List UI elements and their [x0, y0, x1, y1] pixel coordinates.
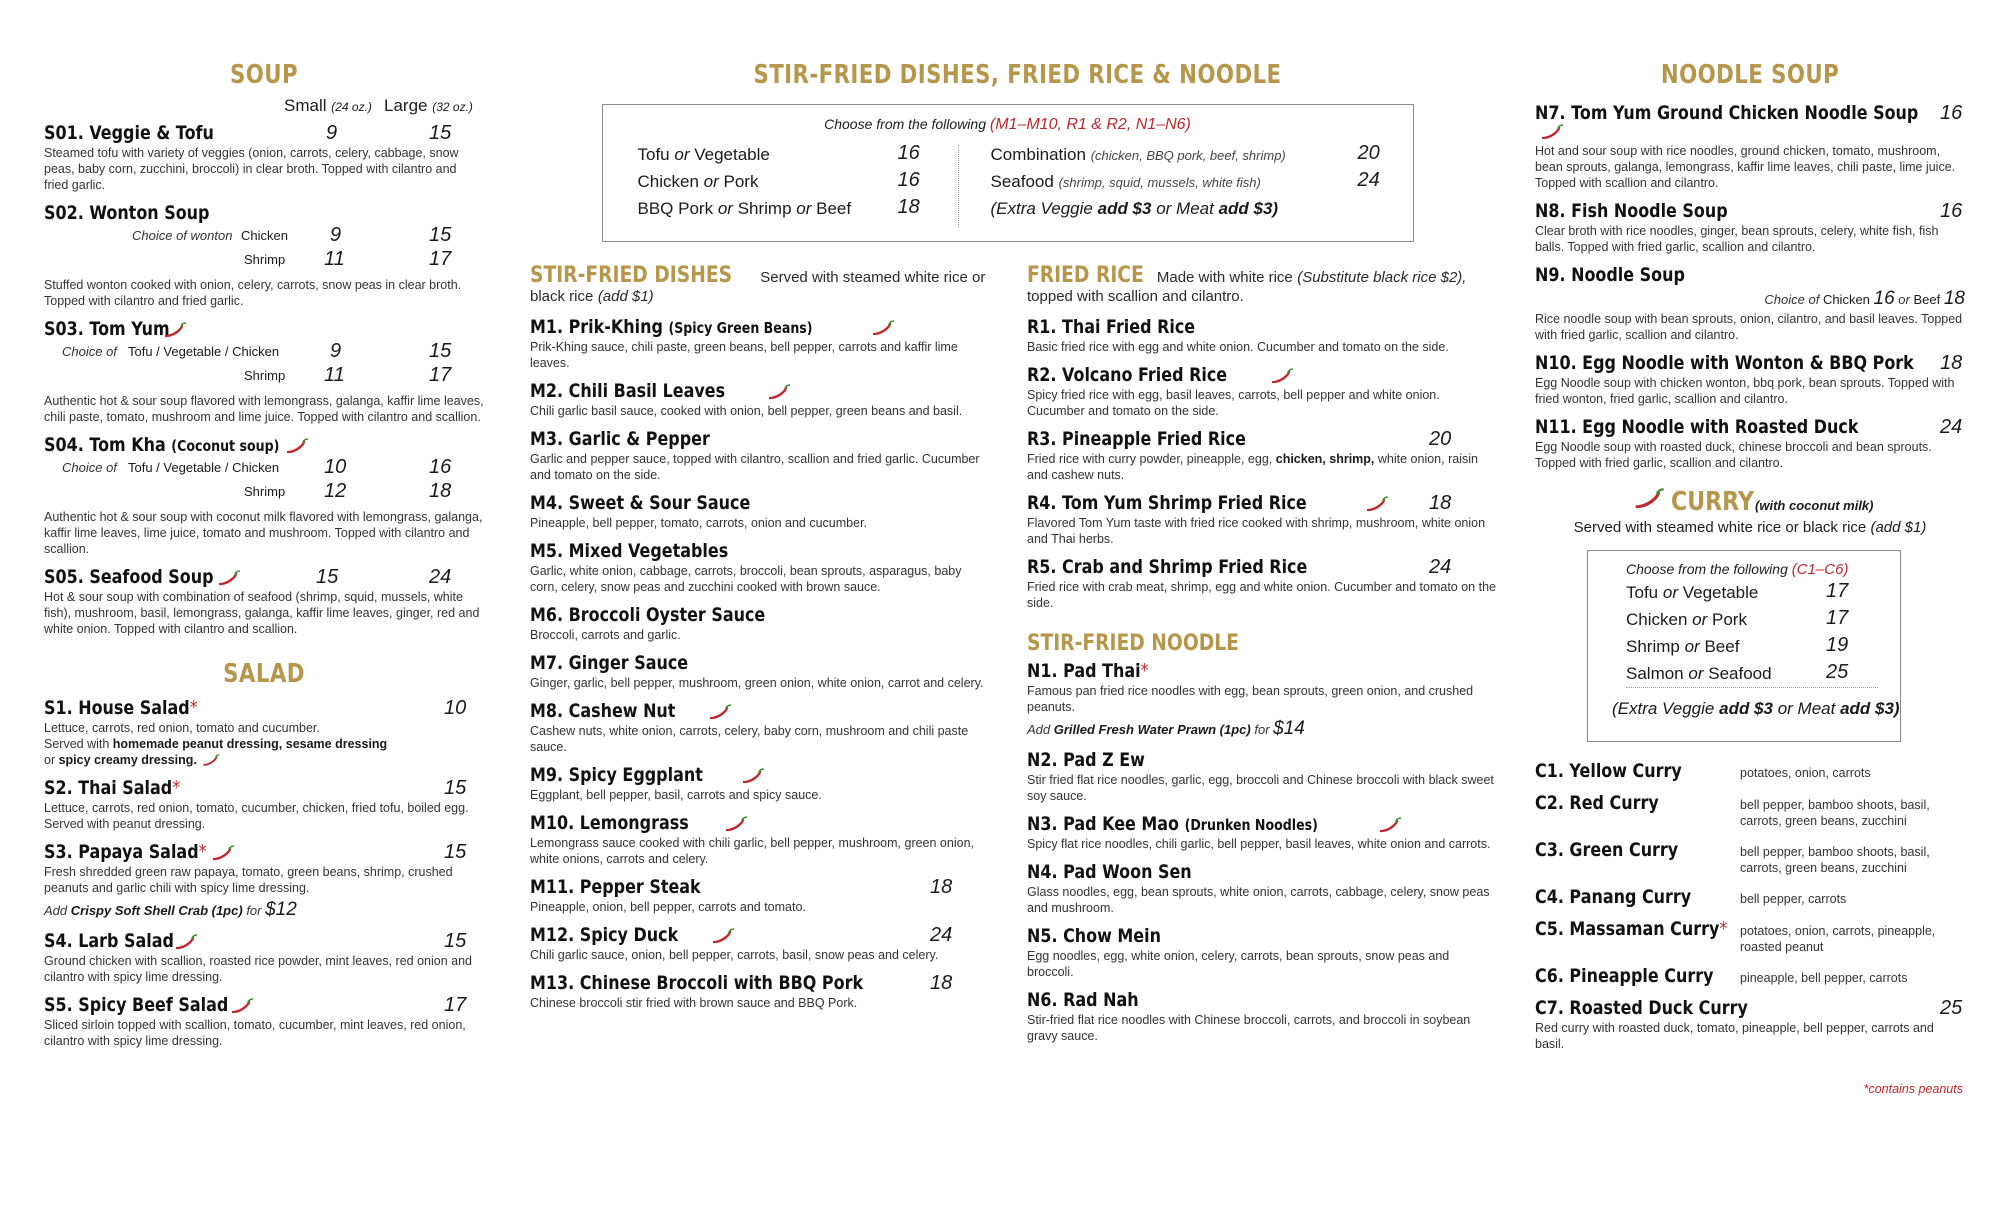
choice-option: Tofu / Vegetable / Chicken — [128, 460, 280, 475]
item-name: C3. Green Curry — [1535, 839, 1679, 862]
item-name: R3. Pineapple Fried Rice — [1027, 428, 1246, 450]
menu-item — [1027, 813, 1497, 852]
curry-section-title: CURRY — [1670, 487, 1754, 518]
item-description: Served with — [44, 737, 113, 751]
item-name: N3. Pad Kee Mao — [1027, 813, 1180, 835]
item-name-note: (Drunken Noodles) — [1184, 816, 1318, 834]
stirfried-sub-add: (add $1) — [597, 288, 654, 305]
item-price: 20 — [1429, 428, 1452, 450]
menu-item — [1535, 102, 1965, 191]
price-small: 10 — [324, 456, 347, 478]
item-name: N2. Pad Z Ew — [1027, 749, 1145, 771]
choice-option: Chicken — [241, 228, 288, 243]
item-description: Ginger, garlic, bell pepper, mushroom, green onion, white onion, carrot and celery. — [530, 676, 984, 690]
choice-line: Choice of Chicken 16 or Beef 18 — [1764, 288, 1965, 310]
option-price: 17 — [1826, 580, 1849, 603]
item-price: 18 — [1429, 492, 1452, 514]
menu-item-s02 — [44, 202, 484, 309]
chili-pepper-icon — [710, 928, 736, 946]
item-description: Red curry with roasted duck, tomato, pineapple, bell pepper, carrots and basil. — [1535, 1021, 1934, 1052]
menu-item — [530, 972, 990, 1011]
item-name: S01. Veggie & Tofu — [44, 122, 214, 144]
item-price-large: 24 — [429, 566, 452, 588]
item-description: Fried rice with crab meat, shrimp, egg and white onion. Cucumber and tomato on the side. — [1027, 580, 1496, 610]
menu-item-s03 — [44, 318, 484, 425]
item-name: M2. Chili Basil Leaves — [530, 380, 726, 402]
item-name: M13. Chinese Broccoli with BBQ Pork — [530, 972, 864, 994]
size-small-label: Small — [284, 96, 327, 115]
fried-rice-title: FRIED RICE — [1027, 263, 1144, 288]
item-name: N9. Noodle Soup — [1535, 264, 1685, 287]
item-description: bell pepper, carrots — [1740, 892, 1847, 907]
item-name-note: (Spicy Green Beans) — [668, 319, 813, 337]
option-price: 16 — [897, 142, 920, 164]
item-description: Lemongrass sauce cooked with chili garlic, bell pepper, mushroom, green onion, white onions, carrots and celery. — [530, 836, 974, 866]
chili-pepper-icon — [1269, 368, 1295, 386]
dressing-options: homemade peanut dressing, sesame dressing — [112, 737, 388, 751]
item-name: C4. Panang Curry — [1535, 886, 1692, 909]
item-price: 18 — [1940, 352, 1963, 375]
menu-item — [530, 604, 990, 643]
item-description: Fresh shredded green raw papaya, tomato, green beans, shrimp, crushed peanuts and garlic chili with spicy lime dressing. — [44, 865, 453, 895]
option-chicken-pork: Chicken or Pork — [637, 172, 759, 191]
item-name: M3. Garlic & Pepper — [530, 428, 710, 450]
curry-sub: (with coconut milk) — [1755, 498, 1874, 514]
item-price: 25 — [1940, 997, 1963, 1020]
item-description: Garlic, white onion, cabbage, carrots, broccoli, bean sprouts, asparagus, baby corn, celery, snow peas and zucchini cooked with brown sauce. — [530, 564, 962, 594]
price-small: 11 — [324, 248, 345, 270]
item-price: 16 — [1873, 288, 1895, 310]
item-name: M4. Sweet & Sour Sauce — [530, 492, 751, 514]
item-name: C6. Pineapple Curry — [1535, 965, 1714, 988]
item-description: Egg Noodle soup with roasted duck, chinese broccoli and bean sprouts. Topped with fried garlic, scallion and cilantro. — [1535, 440, 1932, 471]
soup-size-header — [44, 96, 484, 122]
menu-item — [530, 876, 990, 915]
item-description: bell pepper, bamboo shoots, basil, carrots, green beans, zucchini — [1740, 845, 1930, 876]
chili-pepper-icon — [766, 384, 792, 402]
choice-label: Choice of — [62, 344, 117, 359]
item-name: M12. Spicy Duck — [530, 924, 679, 946]
item-price: 24 — [930, 924, 953, 946]
menu-item — [1535, 264, 1965, 343]
menu-item — [1535, 352, 1965, 407]
peanut-star: * — [1719, 918, 1728, 941]
price-small: 11 — [324, 364, 345, 386]
menu-item — [530, 652, 990, 691]
item-description: Hot and sour soup with rice noodles, ground chicken, tomato, mushroom, bean sprouts, galanga, lemongrass, kaffir lime leaves, chili paste, lime juice. Topped with scallion and cilantro. — [1535, 144, 1956, 191]
addon-price: $12 — [265, 899, 297, 920]
item-description: Sliced sirloin topped with scallion, tomato, cucumber, mint leaves, red onion, cilantro with spicy lime dressing. — [44, 1018, 466, 1048]
noodle-soup-curry-column — [1535, 60, 1965, 1096]
choice-label: Choice of — [62, 460, 117, 475]
curry-option: Chicken or Pork — [1626, 610, 1747, 630]
item-price: 24 — [1429, 556, 1452, 578]
menu-item — [1027, 492, 1497, 547]
item-name: N10. Egg Noodle with Wonton & BBQ Pork — [1535, 352, 1914, 375]
chili-pepper-icon — [870, 320, 896, 338]
item-description: Prik-Khing sauce, chili paste, green beans, bell pepper, carrots and kaffir lime leaves. — [530, 340, 958, 370]
menu-item — [1027, 660, 1497, 740]
extra-note: (Extra Veggie add $3 or Meat add $3) — [1612, 699, 1900, 719]
item-name: M6. Broccoli Oyster Sauce — [530, 604, 766, 626]
item-description: Flavored Tom Yum taste with fried rice cooked with shrimp, mushroom, white onion and Thai herbs. — [1027, 516, 1486, 546]
item-description: Spicy fried rice with egg, basil leaves, carrots, bell pepper and white onion. Cucumber and tomato on the side. — [1027, 388, 1440, 418]
choice-option: Shrimp — [244, 368, 286, 383]
item-description: Egg noodles, egg, white onion, celery, carrots, bean sprouts, snow peas and broccoli. — [1027, 949, 1450, 979]
option-price: 24 — [1357, 169, 1380, 191]
menu-item — [1535, 792, 1965, 829]
option-price: 16 — [897, 169, 920, 191]
option-bbq-shrimp-beef: BBQ Pork or Shrimp or Beef — [637, 199, 852, 218]
extra-note: (Extra Veggie add $3 or Meat add $3) — [990, 199, 1279, 218]
item-name: N11. Egg Noodle with Roasted Duck — [1535, 416, 1859, 439]
item-description: bell pepper, bamboo shoots, basil, carrots, green beans, zucchini — [1740, 798, 1930, 829]
item-description: Fried rice with curry powder, pineapple, egg, chicken, shrimp, white onion, raisin and cashew nuts. — [1027, 452, 1478, 482]
item-description: Lettuce, carrots, red onion, tomato and cucumber. — [44, 721, 320, 735]
chili-pepper-icon — [284, 438, 310, 456]
chili-pepper-icon — [210, 845, 236, 863]
menu-item — [1027, 925, 1497, 980]
item-description: Garlic and pepper sauce, topped with cilantro, scallion and fried garlic. Cucumber and tomato on the side. — [530, 452, 980, 482]
item-name: M10. Lemongrass — [530, 812, 689, 834]
item-description: Steamed tofu with variety of veggies (onion, carrots, celery, cabbage, snow peas, baby corn, zucchini, broccoli) in clear broth. Topped with cilantro and fried garlic. — [44, 146, 459, 192]
menu-item — [1535, 760, 1965, 782]
item-description: Broccoli, carrots and garlic. — [530, 628, 681, 642]
soup-section-title: SOUP — [229, 60, 299, 90]
choice-option: Shrimp — [244, 252, 286, 267]
item-price: 24 — [1940, 416, 1963, 439]
menu-item — [1535, 997, 1965, 1052]
price-large: 18 — [429, 480, 452, 502]
item-name: R4. Tom Yum Shrimp Fried Rice — [1027, 492, 1307, 514]
price-large: 17 — [429, 364, 452, 386]
menu-item-s3 — [44, 841, 484, 921]
item-name: R2. Volcano Fried Rice — [1027, 364, 1228, 386]
fried-rice-sub: Made with white rice — [1156, 269, 1293, 286]
fried-rice-sub-2: topped with scallion and cilantro. — [1027, 288, 1244, 305]
item-description: Spicy flat rice noodles, chili garlic, bell pepper, basil leaves, white onion and carrots. — [1027, 837, 1491, 851]
price-small: 9 — [330, 340, 342, 362]
item-price: 16 — [1940, 102, 1963, 124]
item-name: S1. House Salad — [44, 697, 190, 719]
peanut-footnote: *contains peanuts — [1863, 1082, 1963, 1097]
peanut-star: * — [198, 841, 207, 863]
menu-item — [1535, 886, 1965, 908]
option-price: 25 — [1826, 661, 1849, 684]
item-name: C2. Red Curry — [1535, 792, 1659, 815]
menu-item — [530, 812, 990, 867]
stirfry-column — [530, 60, 1505, 1043]
size-small-oz: (24 oz.) — [331, 100, 372, 114]
menu-item — [1535, 918, 1965, 955]
item-name: M1. Prik-Khing — [530, 316, 663, 338]
menu-item — [530, 924, 990, 963]
item-price: 16 — [1940, 200, 1963, 223]
menu-item — [1535, 200, 1965, 255]
menu-item-s04 — [44, 434, 484, 557]
addon-line: Add Grilled Fresh Water Prawn (1pc) for $14 — [1027, 718, 1305, 739]
item-description: Eggplant, bell pepper, basil, carrots and spicy sauce. — [530, 788, 822, 802]
item-description: Hot & sour soup with combination of seafood (shrimp, squid, mussels, white fish), mushroom, basil, lemongrass, galanga, kaffir lime leaves, ginger, red and white onion. Topped with cilantro and scallion. — [44, 590, 480, 636]
choice-row — [44, 340, 484, 368]
chili-pepper-icon — [229, 998, 255, 1016]
menu-item-s2 — [44, 777, 484, 832]
price-large: 17 — [429, 248, 452, 270]
chili-pepper-icon — [1631, 488, 1667, 512]
stirfry-section-title: STIR-FRIED DISHES, FRIED RICE & NOODLE — [753, 60, 1282, 90]
fried-rice-sub-note: (Substitute black rice $2), — [1297, 269, 1467, 286]
choose-label: Choose from the following — [1626, 561, 1788, 578]
item-name: N5. Chow Mein — [1027, 925, 1161, 947]
item-price-small: 15 — [316, 566, 339, 588]
item-description: Egg Noodle soup with chicken wonton, bbq pork, bean sprouts. Topped with fried wonton, fried garlic, scallion and cilantro. — [1535, 376, 1955, 407]
item-name: S3. Papaya Salad — [44, 841, 199, 863]
item-description: Pineapple, onion, bell pepper, carrots and tomato. — [530, 900, 806, 914]
item-name: S03. Tom Yum — [44, 318, 170, 340]
item-name: M11. Pepper Steak — [530, 876, 701, 898]
item-name: M5. Mixed Vegetables — [530, 540, 729, 562]
item-description: Stir fried flat rice noodles, garlic, egg, broccoli and Chinese broccoli with black sweet soy sauce. — [1027, 773, 1494, 803]
item-description: potatoes, onion, carrots — [1740, 766, 1871, 781]
chili-pepper-icon — [740, 768, 766, 786]
menu-item — [1027, 428, 1497, 483]
chili-pepper-icon — [216, 570, 242, 588]
price-large: 15 — [429, 340, 452, 362]
fried-rice-list — [1027, 263, 1497, 1053]
item-name: R1. Thai Fried Rice — [1027, 316, 1196, 338]
price-small: 9 — [330, 224, 342, 246]
curry-served: Served with steamed white rice or black rice — [1573, 519, 1867, 537]
chili-pepper-icon — [723, 816, 749, 834]
item-name: N4. Pad Woon Sen — [1027, 861, 1192, 883]
menu-item-s5 — [44, 994, 484, 1049]
choice-row — [44, 224, 484, 252]
item-name: S2. Thai Salad — [44, 777, 173, 799]
noodle-soup-section-title: NOODLE SOUP — [1660, 60, 1840, 90]
item-price: 15 — [444, 777, 467, 799]
menu-item-s05 — [44, 566, 484, 637]
curry-options-box — [1587, 550, 1901, 742]
item-price: 17 — [444, 994, 467, 1016]
menu-item — [1027, 749, 1497, 804]
peanut-star: * — [1140, 660, 1149, 682]
item-description: pineapple, bell pepper, carrots — [1740, 971, 1908, 986]
choice-option: Tofu / Vegetable / Chicken — [128, 344, 280, 359]
item-description: Stir-fried flat rice noodles with Chinese broccoli, carrots, and broccoli in soybean gravy sauce. — [1027, 1013, 1471, 1043]
size-large-oz: (32 oz.) — [432, 100, 473, 114]
chili-pepper-icon — [173, 934, 199, 952]
menu-item — [1027, 556, 1497, 611]
item-name: S04. Tom Kha — [44, 434, 166, 456]
choice-row — [44, 480, 484, 508]
menu-item-s1 — [44, 697, 484, 768]
addon-price: $14 — [1273, 718, 1305, 739]
chili-pepper-icon — [1539, 124, 1565, 142]
option-combination: Combination (chicken, BBQ pork, beef, shrimp) — [990, 145, 1286, 164]
option-price: 18 — [897, 196, 920, 218]
item-description: Chili garlic basil sauce, cooked with onion, bell pepper, green beans and basil. — [530, 404, 963, 418]
item-name: S4. Larb Salad — [44, 930, 174, 952]
item-price-small: 9 — [326, 122, 338, 144]
menu-item — [1027, 364, 1497, 419]
salad-section-title: SALAD — [223, 659, 305, 689]
chili-pepper-icon — [1377, 817, 1403, 835]
chili-pepper-icon — [201, 754, 221, 768]
item-description: Authentic hot & sour soup flavored with lemongrass, galanga, kaffir lime leaves, chili paste, tomato, mushroom and lime juice. Topped with cilantro and scallion. — [44, 394, 484, 424]
item-description: Stuffed wonton cooked with onion, celery, carrots, snow peas in clear broth. Topped with cilantro and fried garlic. — [44, 278, 462, 308]
price-large: 15 — [429, 224, 452, 246]
menu-item — [530, 540, 990, 595]
choose-range: (M1–M10, R1 & R2, N1–N6) — [989, 116, 1191, 133]
item-description: Basic fried rice with egg and white onion. Cucumber and tomato on the side. — [1027, 340, 1449, 354]
addon-label: for — [246, 903, 262, 918]
item-name: R5. Crab and Shrimp Fried Rice — [1027, 556, 1308, 578]
option-tofu-vegetable: Tofu or Vegetable — [637, 145, 770, 164]
item-description: Famous pan fried rice noodles with egg, bean sprouts, green onion, and crushed peanuts. — [1027, 684, 1474, 714]
item-price: 18 — [930, 972, 953, 994]
item-price: 15 — [444, 930, 467, 952]
item-description: Ground chicken with scallion, roasted rice powder, mint leaves, red onion and cilantro with spicy lime dressing. — [44, 954, 473, 984]
item-description: Clear broth with rice noodles, ginger, bean sprouts, celery, white fish, fish balls. Topped with fried garlic, scallion and cilantro. — [1535, 224, 1939, 255]
option-price: 19 — [1826, 634, 1849, 657]
menu-item — [530, 492, 990, 531]
item-description: Lettuce, carrots, red onion, tomato, cucumber, chicken, fried tofu, boiled egg. Served with peanut dressing. — [44, 801, 469, 831]
choose-label: Choose from the following — [824, 116, 986, 132]
menu-item — [530, 764, 990, 803]
item-price: 10 — [444, 697, 467, 719]
item-description: Pineapple, bell pepper, tomato, carrots, onion and cucumber. — [530, 516, 868, 530]
item-price: 18 — [930, 876, 953, 898]
item-description: Chinese broccoli stir fried with brown sauce and BBQ Pork. — [530, 996, 858, 1010]
stir-fried-noodle-title: STIR-FRIED NOODLE — [1027, 631, 1239, 656]
item-name: C5. Massaman Curry — [1535, 918, 1720, 941]
peanut-star: * — [189, 697, 198, 719]
item-name: M7. Ginger Sauce — [530, 652, 689, 674]
curry-option: Salmon or Seafood — [1626, 664, 1772, 684]
item-description: potatoes, onion, carrots, pineapple, roasted peanut — [1740, 924, 1936, 955]
price-large: 16 — [429, 456, 452, 478]
menu-item — [530, 428, 990, 483]
menu-item — [1535, 965, 1965, 987]
menu-item — [530, 380, 990, 419]
item-price: 18 — [1943, 288, 1965, 310]
menu-item — [1027, 989, 1497, 1044]
addon-name: Crispy Soft Shell Crab (1pc) — [70, 903, 243, 918]
curry-option: Tofu or Vegetable — [1626, 583, 1759, 603]
option-price: 17 — [1826, 607, 1849, 630]
box-divider — [958, 145, 960, 227]
size-large-label: Large — [384, 96, 428, 115]
price-small: 12 — [324, 480, 347, 502]
item-name: N6. Rad Nah — [1027, 989, 1139, 1011]
soup-salad-column — [44, 60, 484, 1058]
menu-item-s01 — [44, 122, 484, 193]
choice-option: Shrimp — [244, 484, 286, 499]
item-name: C7. Roasted Duck Curry — [1535, 997, 1748, 1020]
item-price: 15 — [444, 841, 467, 863]
choice-label: Choice of wonton — [132, 228, 233, 243]
peanut-star: * — [172, 777, 181, 799]
stirfried-sub: Served with steamed white rice or black rice — [530, 269, 986, 305]
item-price-large: 15 — [429, 122, 452, 144]
choice-row — [44, 364, 484, 392]
item-name: C1. Yellow Curry — [1535, 760, 1682, 783]
choice-row — [44, 248, 484, 276]
item-description: Glass noodles, egg, bean sprouts, white onion, carrots, cabbage, celery, snow peas and mushroom. — [1027, 885, 1490, 915]
menu-item — [1535, 839, 1965, 876]
item-name: N1. Pad Thai — [1027, 660, 1141, 682]
curry-served-add: (add $1) — [1870, 519, 1927, 537]
curry-option: Shrimp or Beef — [1626, 637, 1740, 657]
item-name: N8. Fish Noodle Soup — [1535, 200, 1728, 223]
item-description: Authentic hot & sour soup with coconut milk flavored with lemongrass, galanga, kaffir lime leaves, lime juice, tomato and mushroom. Topped with cilantro and scallion. — [44, 510, 483, 556]
option-seafood: Seafood (shrimp, squid, mussels, white fish) — [990, 172, 1261, 191]
item-description: Cashew nuts, white onion, carrots, celery, baby corn, mushroom and chili paste sauce. — [530, 724, 969, 754]
menu-item — [1027, 316, 1497, 355]
chili-pepper-icon — [1364, 496, 1390, 514]
stirfried-dishes-title: STIR-FRIED DISHES — [530, 263, 733, 288]
chili-pepper-icon — [707, 704, 733, 722]
item-name: M9. Spicy Eggplant — [530, 764, 703, 786]
item-name: S5. Spicy Beef Salad — [44, 994, 229, 1016]
choice-row — [44, 456, 484, 484]
addon-label: Add — [44, 903, 68, 918]
option-price: 20 — [1357, 142, 1380, 164]
choose-range: (C1–C6) — [1791, 561, 1849, 579]
box-divider — [1626, 687, 1878, 688]
stirfried-dishes-list — [530, 263, 990, 1020]
menu-item — [1027, 861, 1497, 916]
item-description: Chili garlic sauce, onion, bell pepper, carrots, basil, snow peas and celery. — [530, 948, 939, 962]
item-name: S02. Wonton Soup — [44, 202, 210, 224]
item-name: N7. Tom Yum Ground Chicken Noodle Soup — [1535, 102, 1919, 124]
menu-item — [1535, 416, 1965, 471]
menu-item — [530, 700, 990, 755]
item-name: M8. Cashew Nut — [530, 700, 676, 722]
addon-line — [44, 899, 484, 921]
item-description: Rice noodle soup with bean sprouts, onion, cilantro, and basil leaves. Topped with fried garlic, scallion and cilantro. — [1535, 312, 1963, 343]
item-name: S05. Seafood Soup — [44, 566, 214, 588]
item-name-note: (Coconut soup) — [171, 437, 280, 455]
menu-item — [530, 316, 990, 371]
item-description: or — [44, 753, 59, 767]
stirfry-options-box — [602, 104, 1414, 242]
addon-name: Grilled Fresh Water Prawn (1pc) — [1053, 722, 1251, 737]
menu-item-s4 — [44, 930, 484, 985]
dressing-options: spicy creamy dressing. — [58, 753, 197, 767]
